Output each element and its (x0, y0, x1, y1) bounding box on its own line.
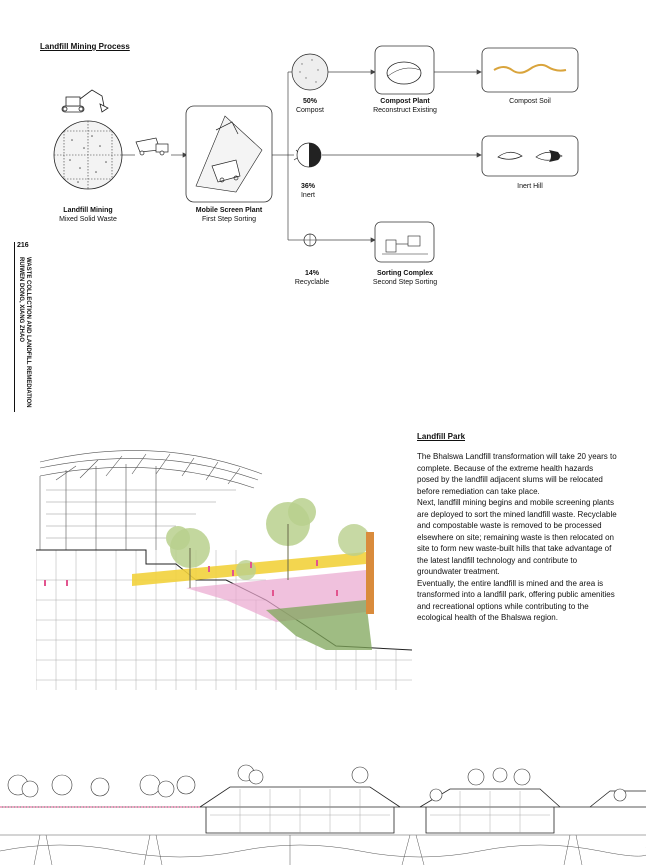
compost-soil-name: Compost Soil (509, 98, 551, 105)
sorting-complex-icon (375, 222, 434, 262)
observation-tower (366, 532, 374, 614)
park-body (417, 451, 617, 624)
park-title: Landfill Park (417, 432, 466, 441)
recyclable-fraction-label (290, 269, 334, 287)
long-section-trees (8, 765, 626, 801)
side-caption (17, 257, 31, 408)
landfill-mining-process-diagram (0, 0, 646, 300)
mobile-screen-plant-title: Mobile Screen Plant (195, 207, 263, 214)
recyclable-fraction-percent: 14% (304, 270, 319, 277)
side-caption-line-1: WASTE COLLECTION AND LANDFILL REMEDIATION (25, 257, 31, 408)
compost-soil-label (490, 97, 570, 106)
sorting-complex-title: Sorting Complex (376, 270, 433, 277)
side-caption-line-2: RUIWEN DONG, XIANG ZHAO (18, 257, 24, 342)
section-title: Landfill Mining Process (40, 42, 130, 51)
park-paragraph-1: The Bhalswa Landfill transformation will take 20 years to complete. Because of the extreme health hazards posed by the landfill adjacent slums will be relocated before remediation can take place. (417, 452, 617, 496)
inert-fraction-icon (294, 143, 321, 167)
landfill-mining-label (48, 206, 128, 224)
landfill-park-section-drawing (36, 440, 412, 690)
compost-fraction-icon (292, 54, 328, 90)
compost-fraction-name: Compost (295, 107, 324, 114)
compost-plant-subtitle: Reconstruct Existing (373, 107, 437, 114)
mobile-screen-plant-label (184, 206, 274, 224)
truck-icon (136, 138, 168, 155)
inert-hill-icon (482, 136, 578, 176)
park-paragraph-3: Eventually, the entire landfill is mined and the area is transformed into a landfill park, offering public amenities and recreational options while contributing to the ecological health of the Bhalswa region. (417, 578, 615, 622)
roof-structure (40, 450, 262, 550)
landfill-mining-subtitle: Mixed Solid Waste (59, 216, 117, 223)
mobile-screen-plant-icon (186, 106, 272, 202)
inert-fraction-name: Inert (300, 192, 315, 199)
foundation-lines (0, 835, 646, 865)
park-paragraph-2: Next, landfill mining begins and mobile screening plants are deployed to sort the mined landfill waste. Recyclable and compostable waste is removed to be processed elsewhere on site; remaining waste is then relocated on site to form new waste-built hills that take advantage of the latest landfill technology and contribute to groundwater treatment. (417, 498, 617, 576)
compost-plant-label (366, 97, 444, 115)
landfill-mining-icon (54, 121, 122, 189)
compost-plant-icon (375, 46, 434, 94)
inert-fraction-label (288, 182, 328, 200)
hill-grid (210, 789, 550, 833)
page-number: 216 (17, 242, 29, 249)
inert-fraction-percent: 36% (300, 183, 315, 190)
recyclable-fraction-name: Recyclable (294, 279, 330, 286)
compost-fraction-label (290, 97, 330, 115)
excavator-icon (62, 90, 108, 112)
compost-plant-title: Compost Plant (380, 98, 430, 105)
landfill-mining-title: Landfill Mining (63, 207, 113, 214)
roof-hatching (46, 490, 236, 538)
inert-hill-name: Inert Hill (517, 183, 543, 190)
waste-hills (200, 787, 646, 833)
mobile-screen-plant-subtitle: First Step Sorting (201, 216, 257, 223)
compost-soil-icon (482, 48, 578, 92)
sorting-complex-subtitle: Second Step Sorting (372, 279, 438, 286)
compost-fraction-percent: 50% (302, 98, 317, 105)
long-site-section (0, 755, 646, 865)
side-rule (14, 242, 15, 412)
inert-hill-label (490, 182, 570, 191)
recyclable-fraction-icon (304, 234, 316, 246)
sorting-complex-label (362, 269, 448, 287)
